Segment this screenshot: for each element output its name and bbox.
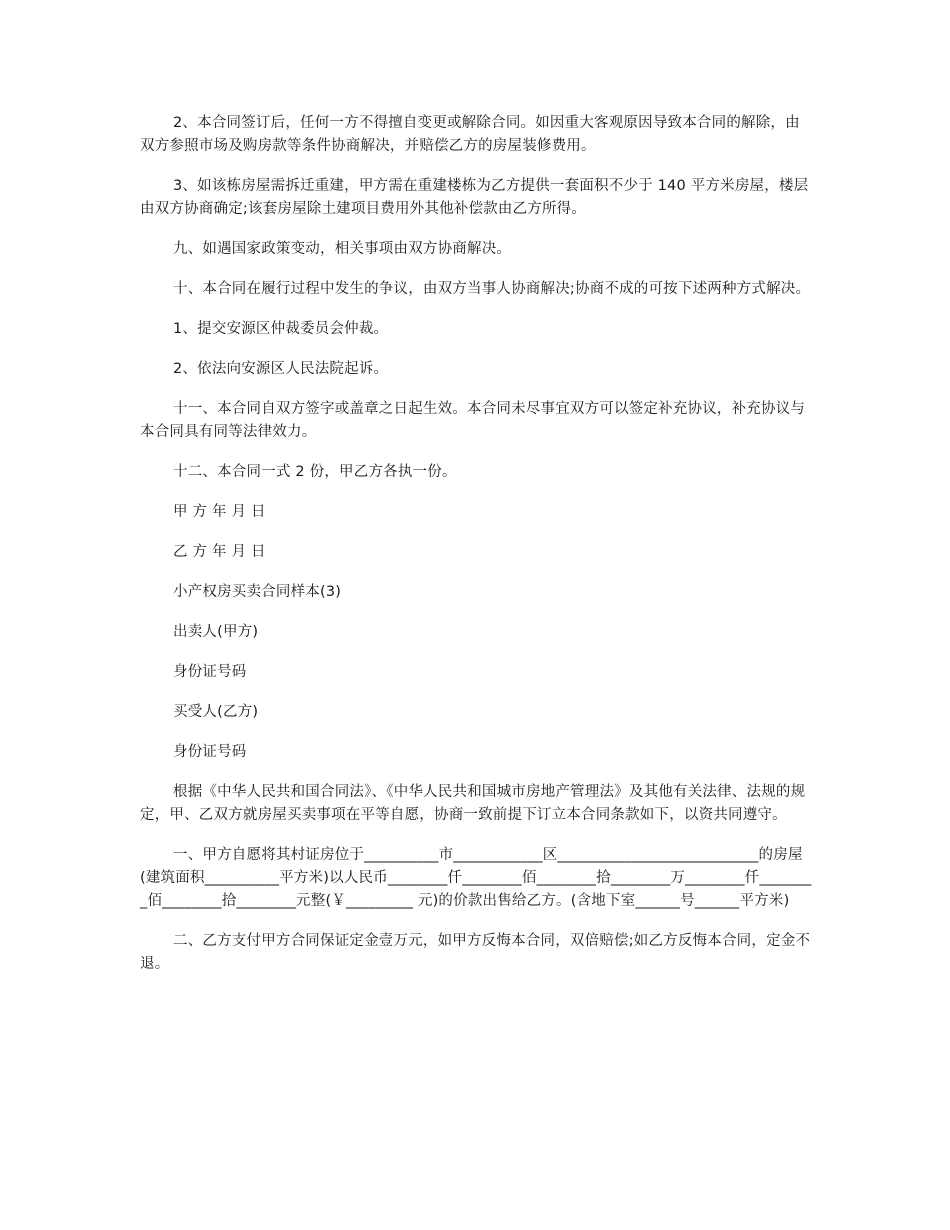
buyer-label: 买受人(乙方) — [173, 704, 259, 720]
article-12-paragraph: 十二、本合同一式 2 份，甲乙方各执一份。 — [173, 464, 457, 480]
document-body — [140, 112, 812, 993]
article-2-paragraph: 二、乙方支付甲方合同保证定金壹万元，如甲方反悔本合同，双倍赔偿;如乙方反悔本合同，定金不退。 — [140, 933, 811, 972]
dispute-option-2: 2、依法向安源区人民法院起诉。 — [173, 361, 389, 377]
dispute-option-1: 1、提交安源区仲裁委员会仲裁。 — [173, 321, 389, 337]
legal-basis-paragraph: 根据《中华人民共和国合同法》、《中华人民共和国城市房地产管理法》及其他有关法律、法规的规定，甲、乙双方就房屋买卖事项在平等自愿，协商一致前提下订立本合同条款如下，以资共同遵守。 — [140, 784, 806, 823]
party-a-signature-line: 甲 方 年 月 日 — [173, 504, 266, 520]
clause-3-paragraph: 3、如该栋房屋需拆迁重建，甲方需在重建楼栋为乙方提供一套面积不少于 140 平方米房屋，楼层由双方协商确定;该套房屋除土建项目费用外其他补偿款由乙方所得。 — [140, 178, 809, 217]
seller-id-label: 身份证号码 — [173, 664, 247, 680]
article-10-paragraph: 十、本合同在履行过程中发生的争议，由双方当事人协商解决;协商不成的可按下述两种方式解决。 — [173, 281, 811, 297]
seller-label: 出卖人(甲方) — [173, 624, 259, 640]
sample-contract-title: 小产权房买卖合同样本(3) — [173, 584, 342, 600]
clause-2-paragraph: 2、本合同签订后，任何一方不得擅自变更或解除合同。如因重大客观原因导致本合同的解除，由双方参照市场及购房款等条件协商解决，并赔偿乙方的房屋装修费用。 — [140, 115, 800, 154]
article-11-paragraph: 十一、本合同自双方签字或盖章之日起生效。本合同未尽事宜双方可以签定补充协议，补充协议与本合同具有同等法律效力。 — [140, 401, 806, 440]
buyer-id-label: 身份证号码 — [173, 744, 247, 760]
article-1-paragraph: 一、甲方自愿将其村证房位于__________市____________区___________________________的房屋(建筑面积__________平方米)以人民币________仟________佰________拾________万________仟________佰________拾________元整(￥_________ 元)的价款出售给乙方。(含地下室______号______平方米) — [140, 847, 812, 909]
article-9-paragraph: 九、如遇国家政策变动，相关事项由双方协商解决。 — [173, 241, 512, 257]
party-b-signature-line: 乙 方 年 月 日 — [173, 544, 266, 560]
